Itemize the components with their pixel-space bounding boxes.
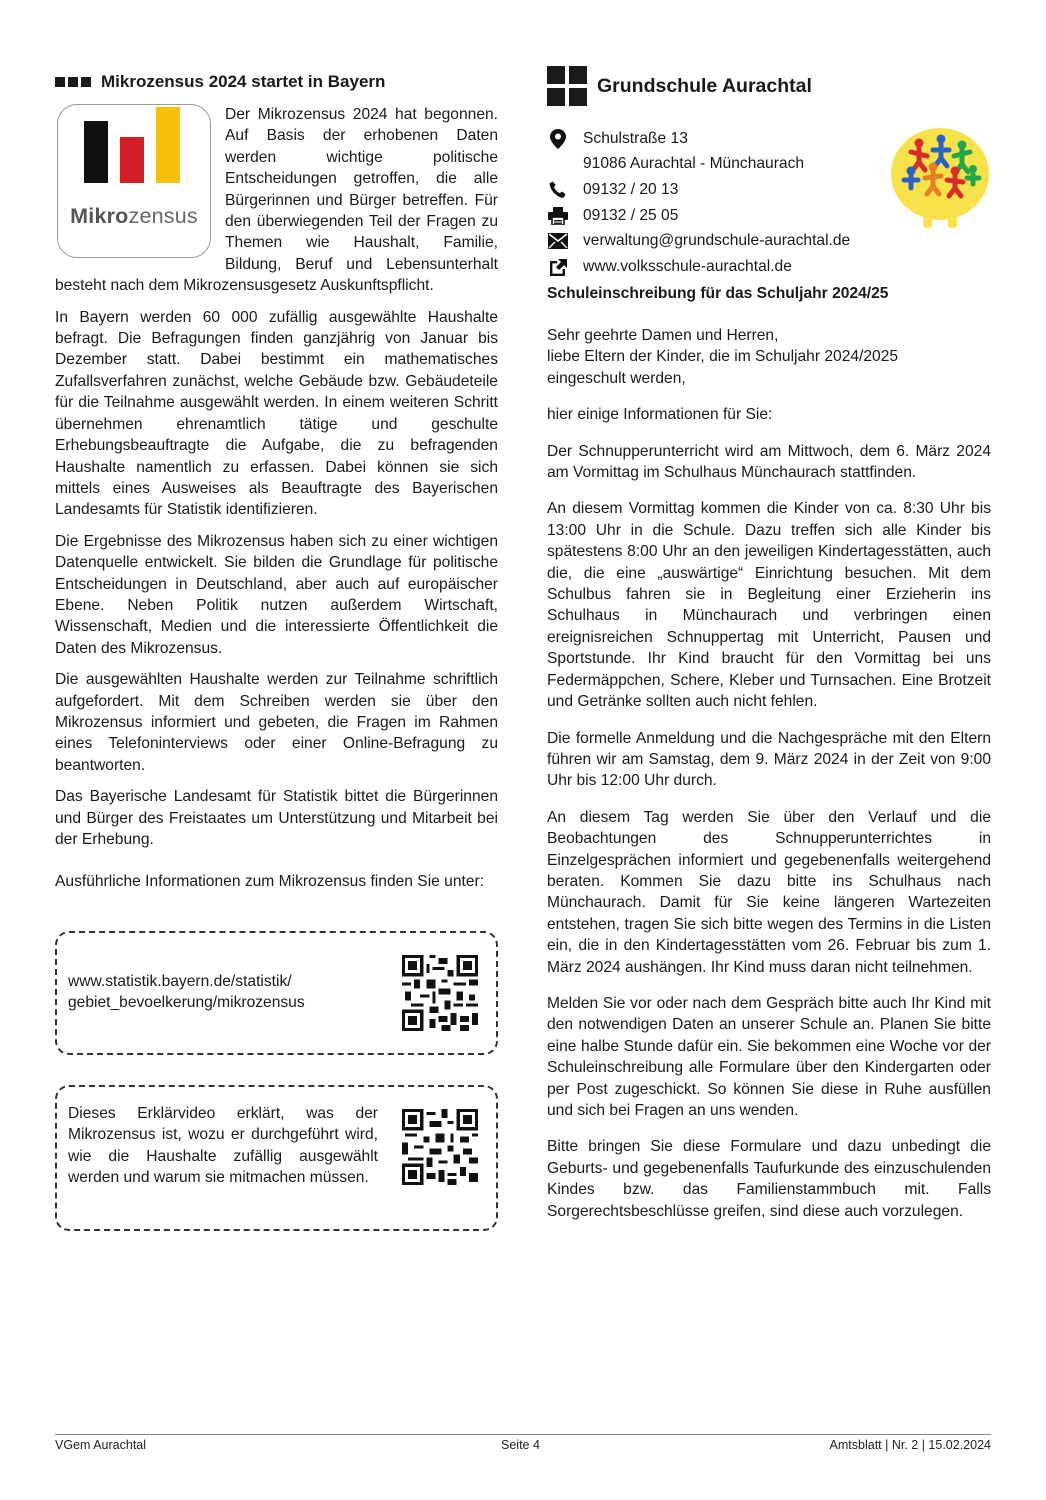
greeting-line-1: Sehr geehrte Damen und Herren, [547, 327, 779, 344]
statistik-link[interactable]: www.statistik.bayern.de/statistik/ gebiet_bevoelkerung/mikrozensus [68, 972, 305, 1012]
logo-bar-red [120, 137, 144, 183]
mikrozensus-article [55, 72, 498, 1231]
contact-fax: 09132 / 25 05 [547, 203, 991, 229]
qr-code-icon[interactable] [402, 1109, 478, 1185]
contact-address-line2: 91086 Aurachtal - Münchaurach [583, 155, 805, 173]
article-heading [55, 72, 498, 92]
article-paragraph-6: Ausführliche Informationen zum Mikrozensus finden Sie unter: [55, 873, 485, 891]
footer-page-number: Seite 4 [501, 1438, 540, 1452]
external-link-icon [547, 258, 569, 276]
school-article [547, 66, 991, 1222]
info-link-box [55, 931, 498, 1055]
logo-bar-black [84, 121, 108, 183]
article-paragraph-5: Das Bayerische Landesamt für Statistik bittet die Bürgerinnen und Bürger des Freistaates um Unterstützung und Mitarbeit bei der Erhebung. [55, 788, 498, 848]
article-title: Mikrozensus 2024 startet in Bayern [101, 72, 386, 91]
school-paragraph-2: An diesem Vormittag kommen die Kinder von ca. 8:30 Uhr bis 13:00 Uhr in die Schule. Dazu treffen sich alle Kinder bis spätestens 8:00 Uhr an den jeweiligen Kindertagesstätten, auch die, die eine „auswärtige“ Einrichtung besuchen. Mit dem Schulbus fahren sie in Begleitung einer Erzieherin ins Schulhaus in Münchaurach und verbringen einen ereignisreichen Schnuppertag mit Unterricht, Pausen und Sportstunde. Ihr Kind braucht für den Vormittag bei uns Federmäppchen, Schere, Kleber und Turnsachen. Eine Brotzeit und Getränke sollten auch nicht fehlen. [547, 500, 991, 711]
article-paragraph-4: Die ausgewählten Haushalte werden zur Teilnahme schriftlich aufgefordert. Mit dem Schreiben werden sie über den Mikrozensus informiert und gebeten, die Fragen im Rahmen eines Telefoninterviews oder einer Online-Befragung zu beantworten. [55, 671, 498, 774]
school-paragraph-5: Melden Sie vor oder nach dem Gespräch bitte auch Ihr Kind mit den notwendigen Daten an unserer Schule an. Planen Sie bitte eine halbe Stunde dafür ein. Sie bekommen eine Woche vor der Schuleinschreibung alle Formulare über den Kindergarten oder per Post zugeschickt. So können Sie diese in Ruhe ausfüllen und sich bei Fragen an uns wenden. [547, 994, 991, 1119]
school-paragraph-4: An diesem Tag werden Sie über den Verlauf und die Beobachtungen des Schnupperunterrichtes in Einzelgesprächen informiert und gegebenenfalls weitergehend beraten. Kommen Sie dazu bitte ins Schulhaus nach Münchaurach. Damit für Sie keine längeren Wartezeiten entstehen, tragen Sie sich bitte wegen des Termins in die Listen ein, die in den Kindertagesstätten vom 26. Februar bis zum 1. März 2024 aushängen. Ihr Kind muss daran nicht teilnehmen. [547, 808, 991, 976]
contact-web[interactable]: www.volksschule-aurachtal.de [547, 254, 991, 280]
enrollment-heading: Schuleinschreibung für das Schuljahr 2024/25 [547, 285, 889, 302]
qr-code-icon[interactable] [402, 955, 478, 1031]
school-paragraph-1: Der Schnupperunterricht wird am Mittwoch, dem 6. März 2024 am Vormittag im Schulhaus Münchaurach stattfinden. [547, 442, 991, 482]
article-paragraph-1: Der Mikrozensus 2024 hat begonnen. Auf Basis der erhobenen Daten werden wichtige politische Entscheidungen getroffen, die alle Bürgerinnen und Bürger betreffen. Für den überwiegenden Teil der Fragen zu Themen wie Haushalt, Familie, Bildung, Beruf und Lebensunterhalt besteht nach dem Mikrozensusgesetz Auskunftspflicht. [55, 106, 498, 295]
video-description: Dieses Erklärvideo erklärt, was der Mikrozensus ist, wozu er durchgeführt wird, wie die Haushalte zufällig ausgewählt werden und warum sie mitmachen müssen. [68, 1104, 378, 1187]
school-header [547, 66, 991, 106]
logo-bar-gold [156, 107, 180, 183]
contact-email[interactable]: verwaltung@grundschule-aurachtal.de [547, 228, 991, 254]
school-paragraph-6: Bitte bringen Sie diese Formulare und dazu unbedingt die Geburts- und gegebenenfalls Taufurkunde des einzuschulenden Kindes bzw. das Familienstammbuch mit. Falls Sorgerechtsbeschlüsse greifen, sind diese auch vorzulegen. [547, 1138, 991, 1220]
mikrozensus-logo [57, 104, 211, 258]
contact-address-line1: Schulstraße 13 [547, 126, 991, 152]
envelope-icon [547, 233, 569, 249]
school-logo-icon [547, 66, 587, 106]
greeting-line-2: liebe Eltern der Kinder, die im Schuljahr 2024/2025 [547, 348, 899, 366]
map-pin-icon [547, 129, 569, 149]
video-info-box [55, 1085, 498, 1231]
article-paragraph-3: Die Ergebnisse des Mikrozensus haben sich zu einer wichtigen Datenquelle entwickelt. Sie bilden die Grundlage für politische Entscheidungen in Deutschland, aber auch auf europäischer Ebene. Neben Politik nutzen außerdem Wirtschaft, Wissenschaft, Medien und die interessierte Öffentlichkeit die Daten des Mikrozensus. [55, 532, 498, 657]
heading-squares-icon [55, 77, 91, 87]
intro-line: hier einige Informationen für Sie: [547, 406, 773, 424]
footer-divider [55, 1434, 991, 1435]
logo-wordmark: Mikrozensus [70, 204, 198, 228]
school-emblem-icon [889, 126, 991, 232]
school-name: Grundschule Aurachtal [597, 74, 812, 97]
footer-left: VGem Aurachtal [55, 1438, 147, 1452]
contact-phone[interactable]: 09132 / 20 13 [547, 177, 991, 203]
article-paragraph-2: In Bayern werden 60 000 zufällig ausgewählte Haushalte befragt. Die Befragungen finden ganzjährig von Januar bis Dezember statt. Dabei bestimmt ein mathematisches Zufallsverfahren zunächst, welche Gebäude bzw. Gebäudeteile für die Teilnahme ausgewählt werden. In einem weiteren Schritt übernehmen ehrenamtlich tätige und geschulte Erhebungsbeauftragte die Aufgabe, die zu befragenden Haushalte namentlich zu erfassen. Dabei können sie sich mittels eines Ausweises als Beauftragte des Bayerischen Landesamts für Statistik identifizieren. [55, 308, 498, 519]
school-contact [547, 126, 991, 282]
printer-icon [547, 207, 569, 225]
greeting-line-3: eingeschult werden, [547, 369, 686, 387]
footer-right: Amtsblatt | Nr. 2 | 15.02.2024 [829, 1438, 991, 1452]
phone-icon [547, 181, 569, 199]
school-paragraph-3: Die formelle Anmeldung und die Nachgespräche mit den Eltern führen wir am Samstag, dem 9. März 2024 in der Zeit von 9:00 Uhr bis 12:00 Uhr durch. [547, 729, 991, 790]
